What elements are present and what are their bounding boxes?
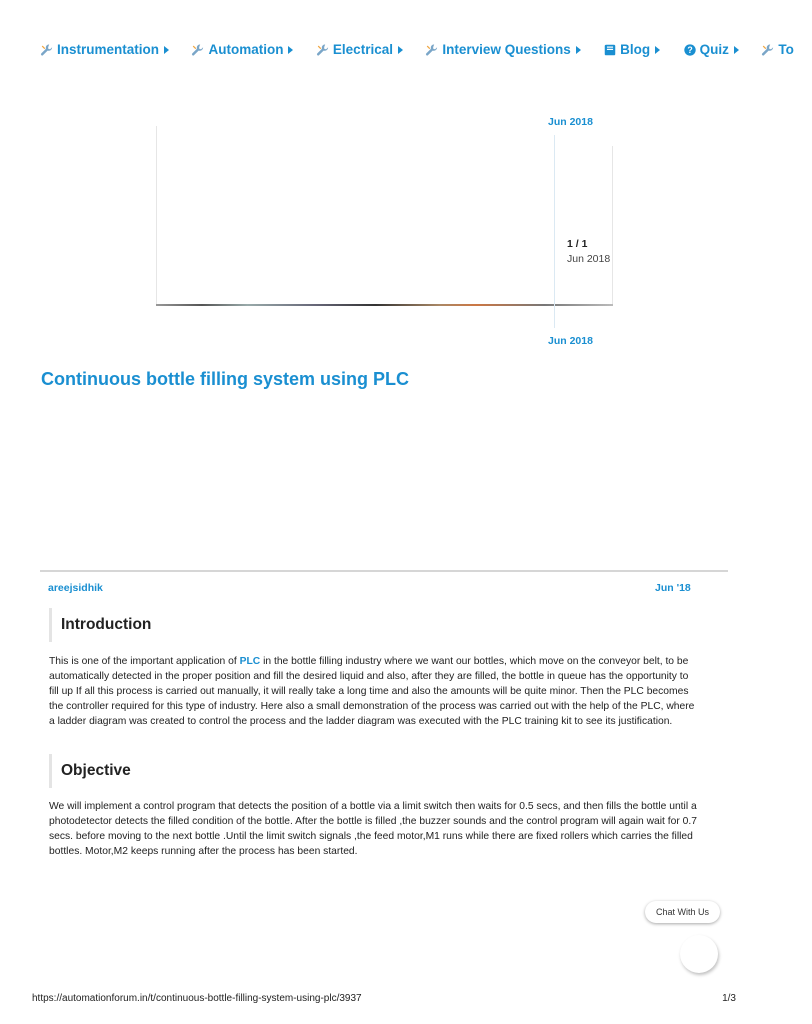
wrench-icon (761, 43, 775, 57)
nav-label: Quiz (699, 42, 729, 57)
print-url: https://automationforum.in/t/continuous-bottle-filling-system-using-plc/3937 (32, 993, 362, 1004)
nav-label: Instrumentation (57, 42, 160, 57)
top-navigation (40, 42, 794, 62)
intro-text-rest: in the bottle filling industry where we want our bottles, which move on the conveyor belt, to be automatically detected in the proper position and fill the desired liquid and also, after they are filled, the bottle in queue has the opportunity to fill up If all this process is carried out manually, it will really take a long time and also the amounts will be quite minor. Then the PLC becomes the controller required for this type of industry. Here also a small demonstration of the process was carried out with the help of the PLC, where a ladder diagram was created to control the process and the ladder diagram was executed with the PLC training kit to see its justification. (49, 656, 695, 727)
timeline-start-date[interactable]: Jun 2018 (548, 116, 593, 128)
wrench-icon (40, 43, 54, 57)
introduction-heading: Introduction (49, 608, 269, 642)
post-date[interactable]: Jun '18 (655, 582, 691, 594)
frame-right-border (612, 146, 613, 306)
wrench-icon (191, 43, 205, 57)
wrench-icon (316, 43, 330, 57)
nav-item-tools[interactable] (761, 42, 794, 57)
timeline-rail[interactable] (554, 135, 555, 328)
nav-label: Automation (208, 42, 284, 57)
timeline-end-date[interactable]: Jun 2018 (548, 335, 593, 347)
nav-item-interview-questions[interactable] (425, 42, 580, 57)
caret-right-icon (398, 46, 403, 54)
plc-link[interactable]: PLC (239, 656, 261, 667)
nav-label: Blog (620, 42, 651, 57)
post-divider (40, 570, 728, 572)
timeline-post-count: 1 / 1 (567, 238, 588, 250)
caret-right-icon (288, 46, 293, 54)
embedded-media-frame (156, 126, 613, 306)
introduction-paragraph (49, 654, 699, 729)
nav-item-electrical[interactable] (316, 42, 403, 57)
nav-label: Interview Questions (442, 42, 571, 57)
print-page-number: 1/3 (722, 993, 736, 1004)
nav-item-quiz[interactable] (683, 42, 739, 57)
book-icon (603, 43, 617, 57)
frame-left-border (156, 126, 157, 304)
question-icon (683, 43, 697, 57)
objective-paragraph: We will implement a control program that detects the position of a bottle via a limit switch then waits for 0.5 secs, and then fills the bottle until a photodetector detects the filled condition of the bottle. After the bottle is filled ,the buzzer sounds and the control program will again wait for 0.7 secs. before moving to the next bottle .Until the limit switch signals ,the feed motor,M1 runs while there are fixed rollers which carries the filled bottles. Motor,M2 keeps running after the process has been started. (49, 801, 697, 857)
caret-right-icon (655, 46, 660, 54)
post-author[interactable]: areejsidhik (48, 582, 103, 594)
caret-right-icon (164, 46, 169, 54)
timeline-current-date: Jun 2018 (567, 253, 611, 265)
caret-right-icon (734, 46, 739, 54)
nav-item-automation[interactable] (191, 42, 293, 57)
chat-with-us-button[interactable]: Chat With Us (645, 901, 720, 923)
svg-text:?: ? (686, 44, 693, 55)
topic-title[interactable]: Continuous bottle filling system using PLC (41, 369, 409, 389)
caret-right-icon (576, 46, 581, 54)
intro-text-start: This is one of the important application of (49, 656, 240, 667)
nav-label: Electrical (332, 42, 393, 57)
objective-heading: Objective (49, 754, 269, 788)
wrench-icon (425, 43, 439, 57)
nav-label: To (778, 42, 794, 57)
frame-bottom-strip (156, 304, 613, 306)
nav-item-instrumentation[interactable] (40, 42, 169, 57)
chat-launcher-button[interactable] (680, 935, 718, 973)
nav-item-blog[interactable] (603, 42, 660, 57)
